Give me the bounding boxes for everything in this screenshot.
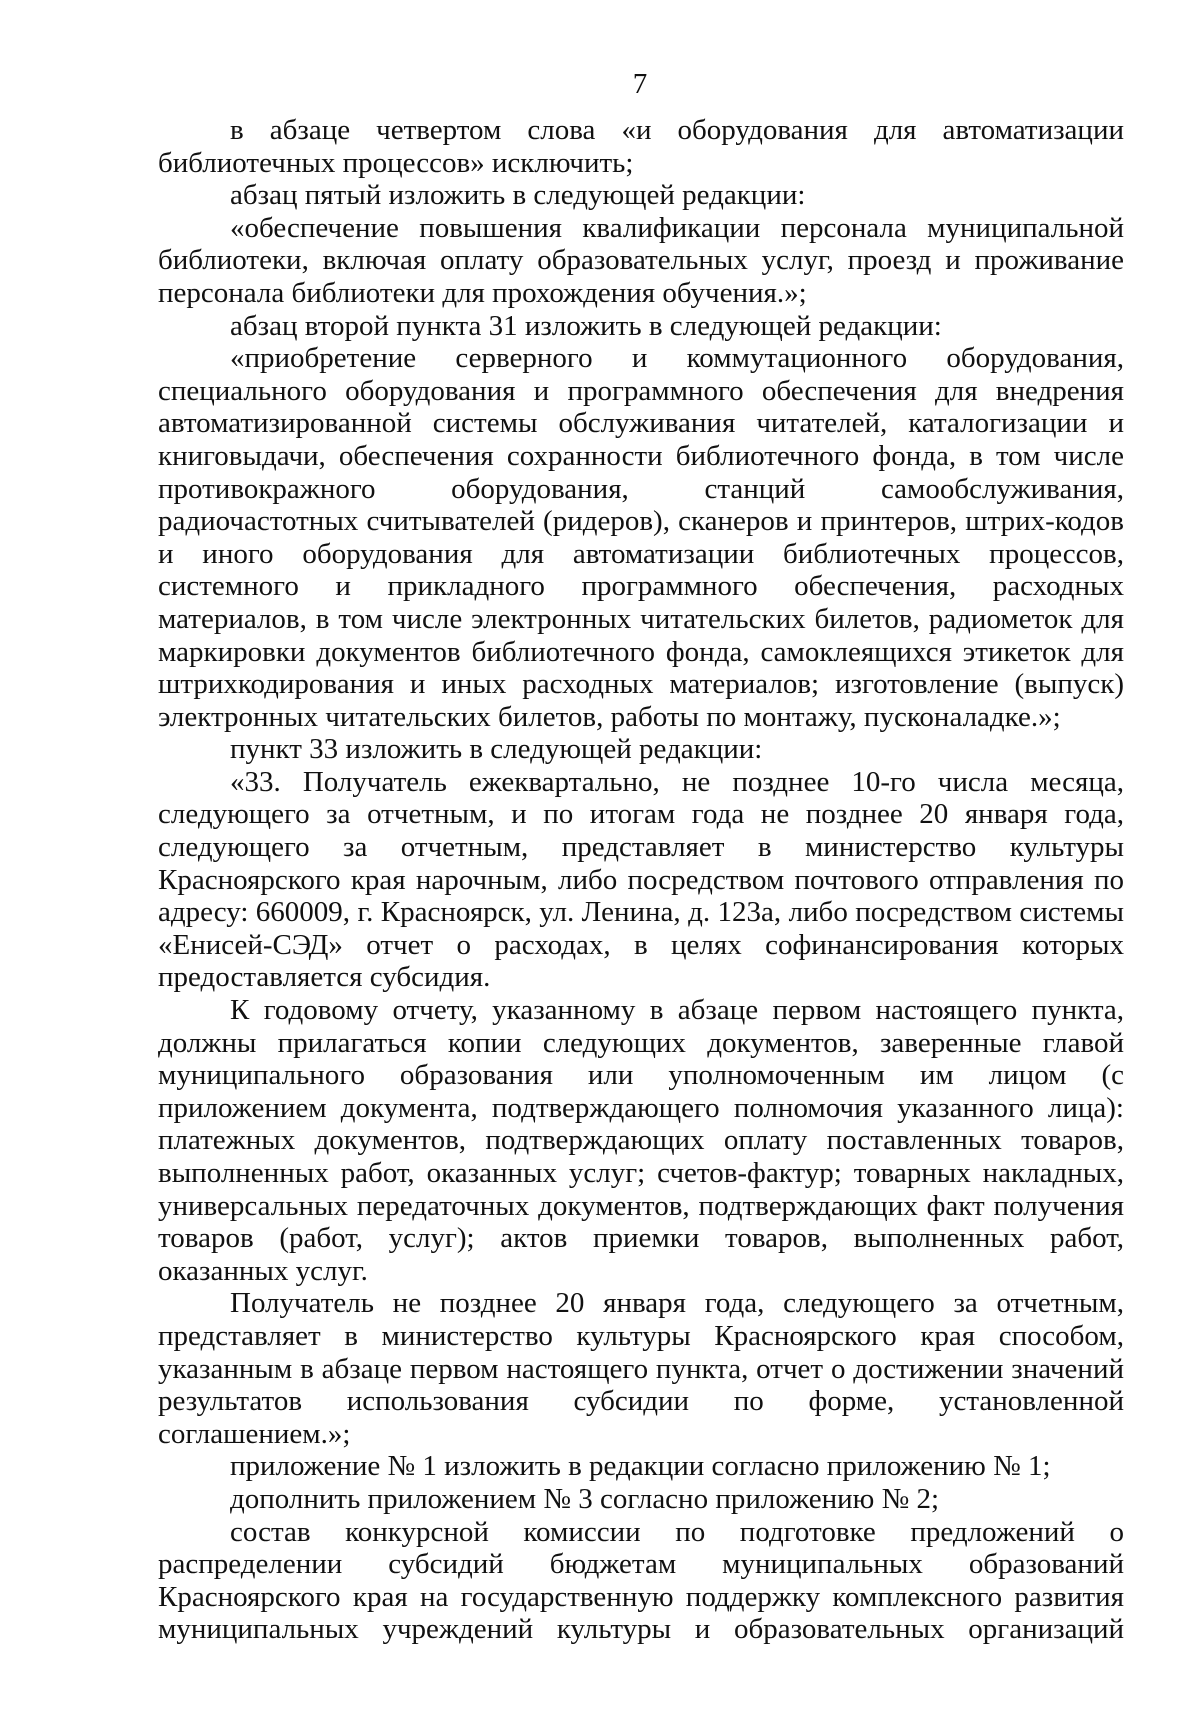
page-number: 7 (632, 68, 648, 100)
paragraph-7: «33. Получатель ежеквартально, не позднее 10-го числа месяца, следующего за отчетным, и по итогам года не позднее 20 января года, следующего за отчетным, представляет в министерство культуры Красноярского края нарочным, либо посредством почтового отправления по адресу: 660009, г. Красноярск, ул. Ленина, д. 123а, либо посредством системы «Енисей-СЭД» отчет о расходах, в целях софинансирования которых предоставляется субсидия. (158, 765, 1124, 994)
paragraph-12: состав конкурсной комиссии по подготовке предложений о распределении субсидий бюджетам муниципальных образований Красноярского края на государственную поддержку комплексного развития муниципальных учреждений культуры и образовательных организаций (158, 1515, 1124, 1646)
paragraph-10: приложение № 1 изложить в редакции согласно приложению № 1; (230, 1450, 1051, 1483)
paragraph-4: абзац второй пункта 31 изложить в следующей редакции: (230, 309, 942, 342)
paragraph-1: в абзаце четвертом слова «и оборудования для автоматизации библиотечных процессов» исключить; (158, 114, 1124, 179)
paragraph-2: абзац пятый изложить в следующей редакции: (230, 179, 806, 212)
paragraph-5: «приобретение серверного и коммутационного оборудования, специального оборудования и программного обеспечения для внедрения автоматизированной системы обслуживания читателей, каталогизации и книговыдачи, обеспечения сохранности библиотечного фонда, в том числе противокражного оборудования, станций самообслуживания, радиочастотных считывателей (ридеров), сканеров и принтеров, штрих-кодов и иного оборудования для автоматизации библиотечных процессов, системного и прикладного программного обеспечения, расходных материалов, в том числе электронных читательских билетов, радиометок для маркировки документов библиотечного фонда, самоклеящихся этикеток для штрихкодирования и иных расходных материалов; изготовление (выпуск) электронных читательских билетов, работы по монтажу, пусконаладке.»; (158, 342, 1124, 733)
paragraph-3: «обеспечение повышения квалификации персонала муниципальной библиотеки, включая оплату образовательных услуг, проезд и проживание персонала библиотеки для прохождения обучения.»; (158, 211, 1124, 309)
paragraph-11: дополнить приложением № 3 согласно приложению № 2; (230, 1482, 940, 1515)
paragraph-9: Получатель не позднее 20 января года, следующего за отчетным, представляет в министерство культуры Красноярского края способом, указанным в абзаце первом настоящего пункта, отчет о достижении значений результатов использования субсидии по форме, установленной соглашением.»; (158, 1287, 1124, 1450)
paragraph-8: К годовому отчету, указанному в абзаце первом настоящего пункта, должны прилагаться копии следующих документов, заверенные главой муниципального образования или уполномоченным им лицом (с приложением документа, подтверждающего полномочия указанного лица): платежных документов, подтверждающих оплату поставленных товаров, выполненных работ, оказанных услуг; счетов-фактур; товарных накладных, универсальных передаточных документов, подтверждающих факт получения товаров (работ, услуг); актов приемки товаров, выполненных работ, оказанных услуг. (158, 994, 1124, 1287)
paragraph-6: пункт 33 изложить в следующей редакции: (230, 733, 763, 766)
document-body (158, 114, 1124, 1646)
